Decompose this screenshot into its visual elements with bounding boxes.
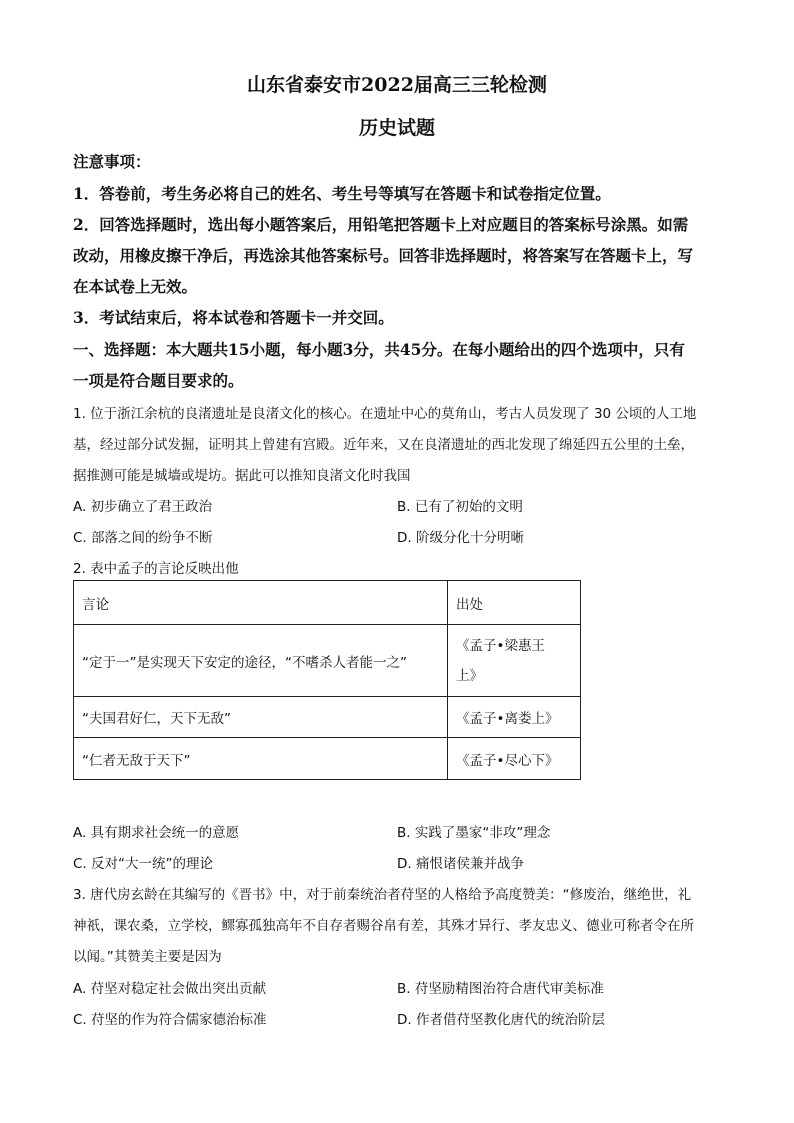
q3-stem-line-3: 以闻。”其赞美主要是因为 [73, 949, 222, 965]
table-header-cell: 言论 [74, 581, 448, 625]
q1-stem-line-2: 基，经过部分试发掘，证明其上曾建有宫殿。近年来，又在良渚遗址的西北发现了绵延四五公里的土垒， [73, 437, 694, 453]
exam-title: 山东省泰安市2022届高三三轮检测 [247, 74, 547, 96]
q1-option-b: B. 已有了初始的文明 [397, 499, 523, 515]
q3-option-b: B. 苻坚励精图治符合唐代审美标准 [397, 981, 604, 997]
section-1-instructions-line-2: 一项是符合题目要求的。 [73, 371, 244, 390]
q2-stem: 2. 表中孟子的言论反映出他 [73, 561, 239, 577]
q2-option-a: A. 具有期求社会统一的意愿 [73, 825, 240, 841]
q1-option-a: A. 初步确立了君王政治 [73, 499, 213, 515]
q3-stem-line-2: 神祇，课农桑，立学校，鳏寡孤独高年不自存者赐谷帛有差，其殊才异行、孝友忠义、德业可称者令在所 [73, 918, 694, 934]
q2-option-d: D. 痛恨诸侯兼并战争 [397, 856, 524, 872]
q1-option-c: C. 部落之间的纷争不断 [73, 530, 213, 546]
notice-item-2-line-1: 2．回答选择题时，选出每小题答案后，用铅笔把答题卡上对应题目的答案标号涂黑。如需 [73, 215, 689, 234]
notice-item-2-line-3: 在本试卷上无效。 [73, 277, 198, 296]
q3-stem-line-1: 3. 唐代房玄龄在其编写的《晋书》中，对于前秦统治者苻坚的人格给予高度赞美：“修废治，继绝世，礼 [73, 887, 692, 903]
table-header-cell: 出处 [448, 581, 581, 625]
notice-heading: 注意事项： [73, 152, 151, 171]
q3-option-c: C. 苻坚的作为符合儒家德治标准 [73, 1012, 267, 1028]
table-row [74, 738, 581, 780]
notice-item-1: 1．答卷前，考生务必将自己的姓名、考生号等填写在答题卡和试卷指定位置。 [73, 184, 611, 203]
table-cell: “定于一”是实现天下安定的途径，“不嗜杀人者能一之” [74, 625, 448, 697]
table-cell [448, 625, 581, 697]
table-row [74, 625, 581, 697]
section-1-instructions-line-1: 一、选择题：本大题共15小题，每小题3分，共45分。在每小题给出的四个选项中，只有 [73, 340, 685, 359]
q2-option-c: C. 反对“大一统”的理论 [73, 856, 213, 872]
notice-item-2-line-2: 改动，用橡皮擦干净后，再选涂其他答案标号。回答非选择题时，将答案写在答题卡上，写 [73, 246, 694, 265]
q2-table [73, 580, 581, 780]
q1-stem-line-1: 1. 位于浙江余杭的良渚遗址是良渚文化的核心。在遗址中心的莫角山，考古人员发现了 30 公顷的人工地 [73, 406, 697, 422]
table-cell-line: 《孟子•梁惠王 [456, 637, 545, 654]
table-cell: 《孟子•离娄上》 [448, 697, 581, 738]
q1-stem-line-3: 据推测可能是城墙或堤坊。据此可以推知良渚文化时我国 [73, 468, 411, 484]
q3-option-a: A. 苻坚对稳定社会做出突出贡献 [73, 981, 267, 997]
q3-option-d: D. 作者借苻坚教化唐代的统治阶层 [397, 1012, 605, 1028]
exam-subtitle: 历史试题 [358, 117, 435, 139]
notice-item-3: 3．考试结束后，将本试卷和答题卡一并交回。 [73, 308, 394, 327]
table-cell: “夫国君好仁，天下无敌” [74, 697, 448, 738]
table-cell-line: 上》 [456, 667, 483, 684]
table-header-row [74, 581, 581, 625]
table-cell: 《孟子•尽心下》 [448, 738, 581, 780]
table-row [74, 697, 581, 738]
q2-option-b: B. 实践了墨家“非攻”理念 [397, 825, 551, 841]
q1-option-d: D. 阶级分化十分明晰 [397, 530, 524, 546]
table-cell: “仁者无敌于天下” [74, 738, 448, 780]
